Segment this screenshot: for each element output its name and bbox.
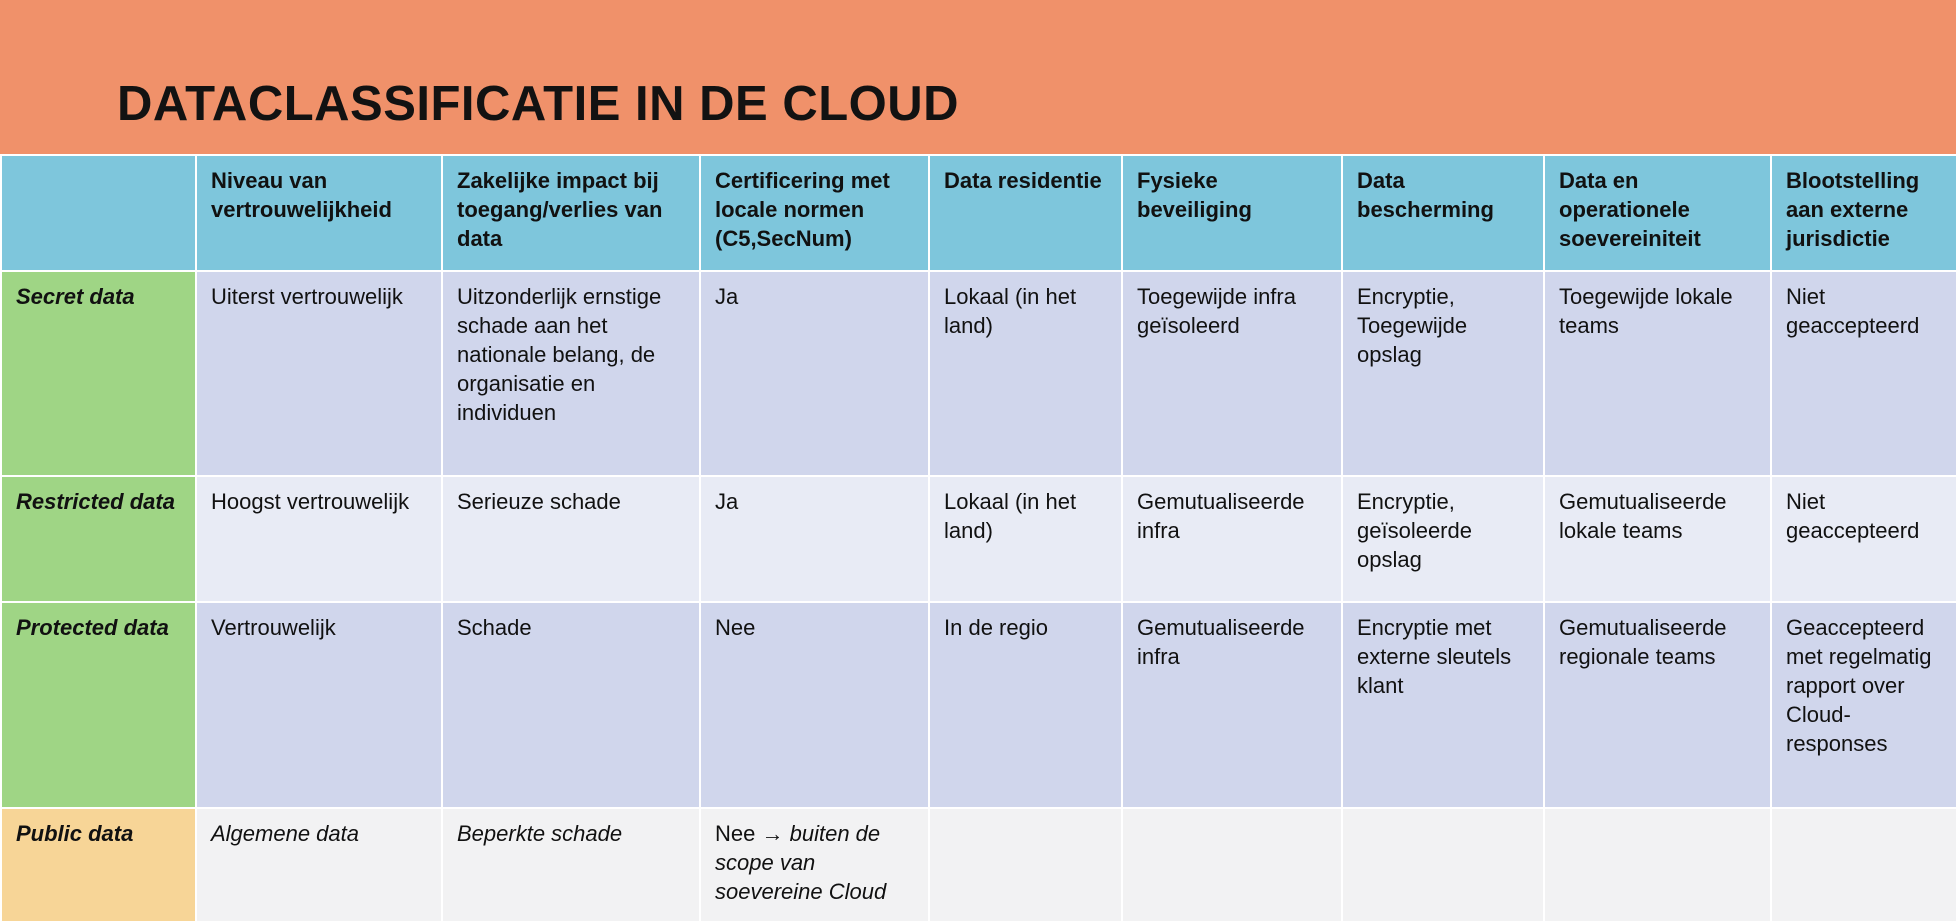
table-cell: Encryptie, geïsoleerde opslag xyxy=(1342,476,1544,602)
table-cell: Toegewijde infra geïsoleerd xyxy=(1122,271,1342,476)
table-row xyxy=(1,476,1956,602)
table-cell: Ja xyxy=(700,476,929,602)
table-cell xyxy=(1771,808,1956,922)
column-header: Niveau van vertrouwelijkheid xyxy=(196,155,442,271)
table-cell xyxy=(1122,808,1342,922)
table-cell: Serieuze schade xyxy=(442,476,700,602)
row-label: Restricted data xyxy=(1,476,196,602)
table-cell: Vertrouwelijk xyxy=(196,602,442,808)
table-cell: Niet geaccepteerd xyxy=(1771,271,1956,476)
classification-table xyxy=(0,154,1956,923)
table-cell: Encryptie, Toegewijde opslag xyxy=(1342,271,1544,476)
table-cell: In de regio xyxy=(929,602,1122,808)
table-cell xyxy=(1544,808,1771,922)
table-cell: Gemutualiseerde infra xyxy=(1122,602,1342,808)
table-cell: Geaccepteerd met regelmatig rapport over Cloud-responses xyxy=(1771,602,1956,808)
table-cell: Beperkte schade xyxy=(442,808,700,922)
cert-value: Nee xyxy=(715,821,756,846)
table-cell: Encryptie met externe sleutels klant xyxy=(1342,602,1544,808)
row-label: Secret data xyxy=(1,271,196,476)
header-row xyxy=(1,155,1956,271)
column-header: Data bescherming xyxy=(1342,155,1544,271)
table-cell: Schade xyxy=(442,602,700,808)
header-corner xyxy=(1,155,196,271)
table-cell: Niet geaccepteerd xyxy=(1771,476,1956,602)
table-cell: Uitzonderlijk ernstige schade aan het nationale belang, de organisatie en individuen xyxy=(442,271,700,476)
cert-note: buiten de scope van soevereine Cloud xyxy=(715,821,887,904)
table-cell: Gemutualiseerde lokale teams xyxy=(1544,476,1771,602)
table-cell xyxy=(700,808,929,922)
table-cell: Gemutualiseerde regionale teams xyxy=(1544,602,1771,808)
table-cell xyxy=(1342,808,1544,922)
column-header: Data en operationele soevereiniteit xyxy=(1544,155,1771,271)
arrow-right-icon: → xyxy=(761,821,784,846)
page-title: DATACLASSIFICATIE IN DE CLOUD xyxy=(117,77,960,131)
table-cell: Lokaal (in het land) xyxy=(929,476,1122,602)
table-cell: Nee xyxy=(700,602,929,808)
column-header: Blootstelling aan externe jurisdictie xyxy=(1771,155,1956,271)
column-header: Data residentie xyxy=(929,155,1122,271)
column-header: Zakelijke impact bij toegang/verlies van data xyxy=(442,155,700,271)
table-cell: Hoogst vertrouwelijk xyxy=(196,476,442,602)
table-cell xyxy=(929,808,1122,922)
column-header: Certificering met locale normen (C5,SecNum) xyxy=(700,155,929,271)
column-header: Fysieke beveiliging xyxy=(1122,155,1342,271)
table-cell: Uiterst vertrouwelijk xyxy=(196,271,442,476)
table-cell: Toegewijde lokale teams xyxy=(1544,271,1771,476)
table-cell: Algemene data xyxy=(196,808,442,922)
table-cell: Ja xyxy=(700,271,929,476)
table-cell: Gemutualiseerde infra xyxy=(1122,476,1342,602)
table-cell: Lokaal (in het land) xyxy=(929,271,1122,476)
table-row xyxy=(1,271,1956,476)
row-label: Protected data xyxy=(1,602,196,808)
table-row xyxy=(1,602,1956,808)
row-label: Public data xyxy=(1,808,196,922)
table-row xyxy=(1,808,1956,922)
